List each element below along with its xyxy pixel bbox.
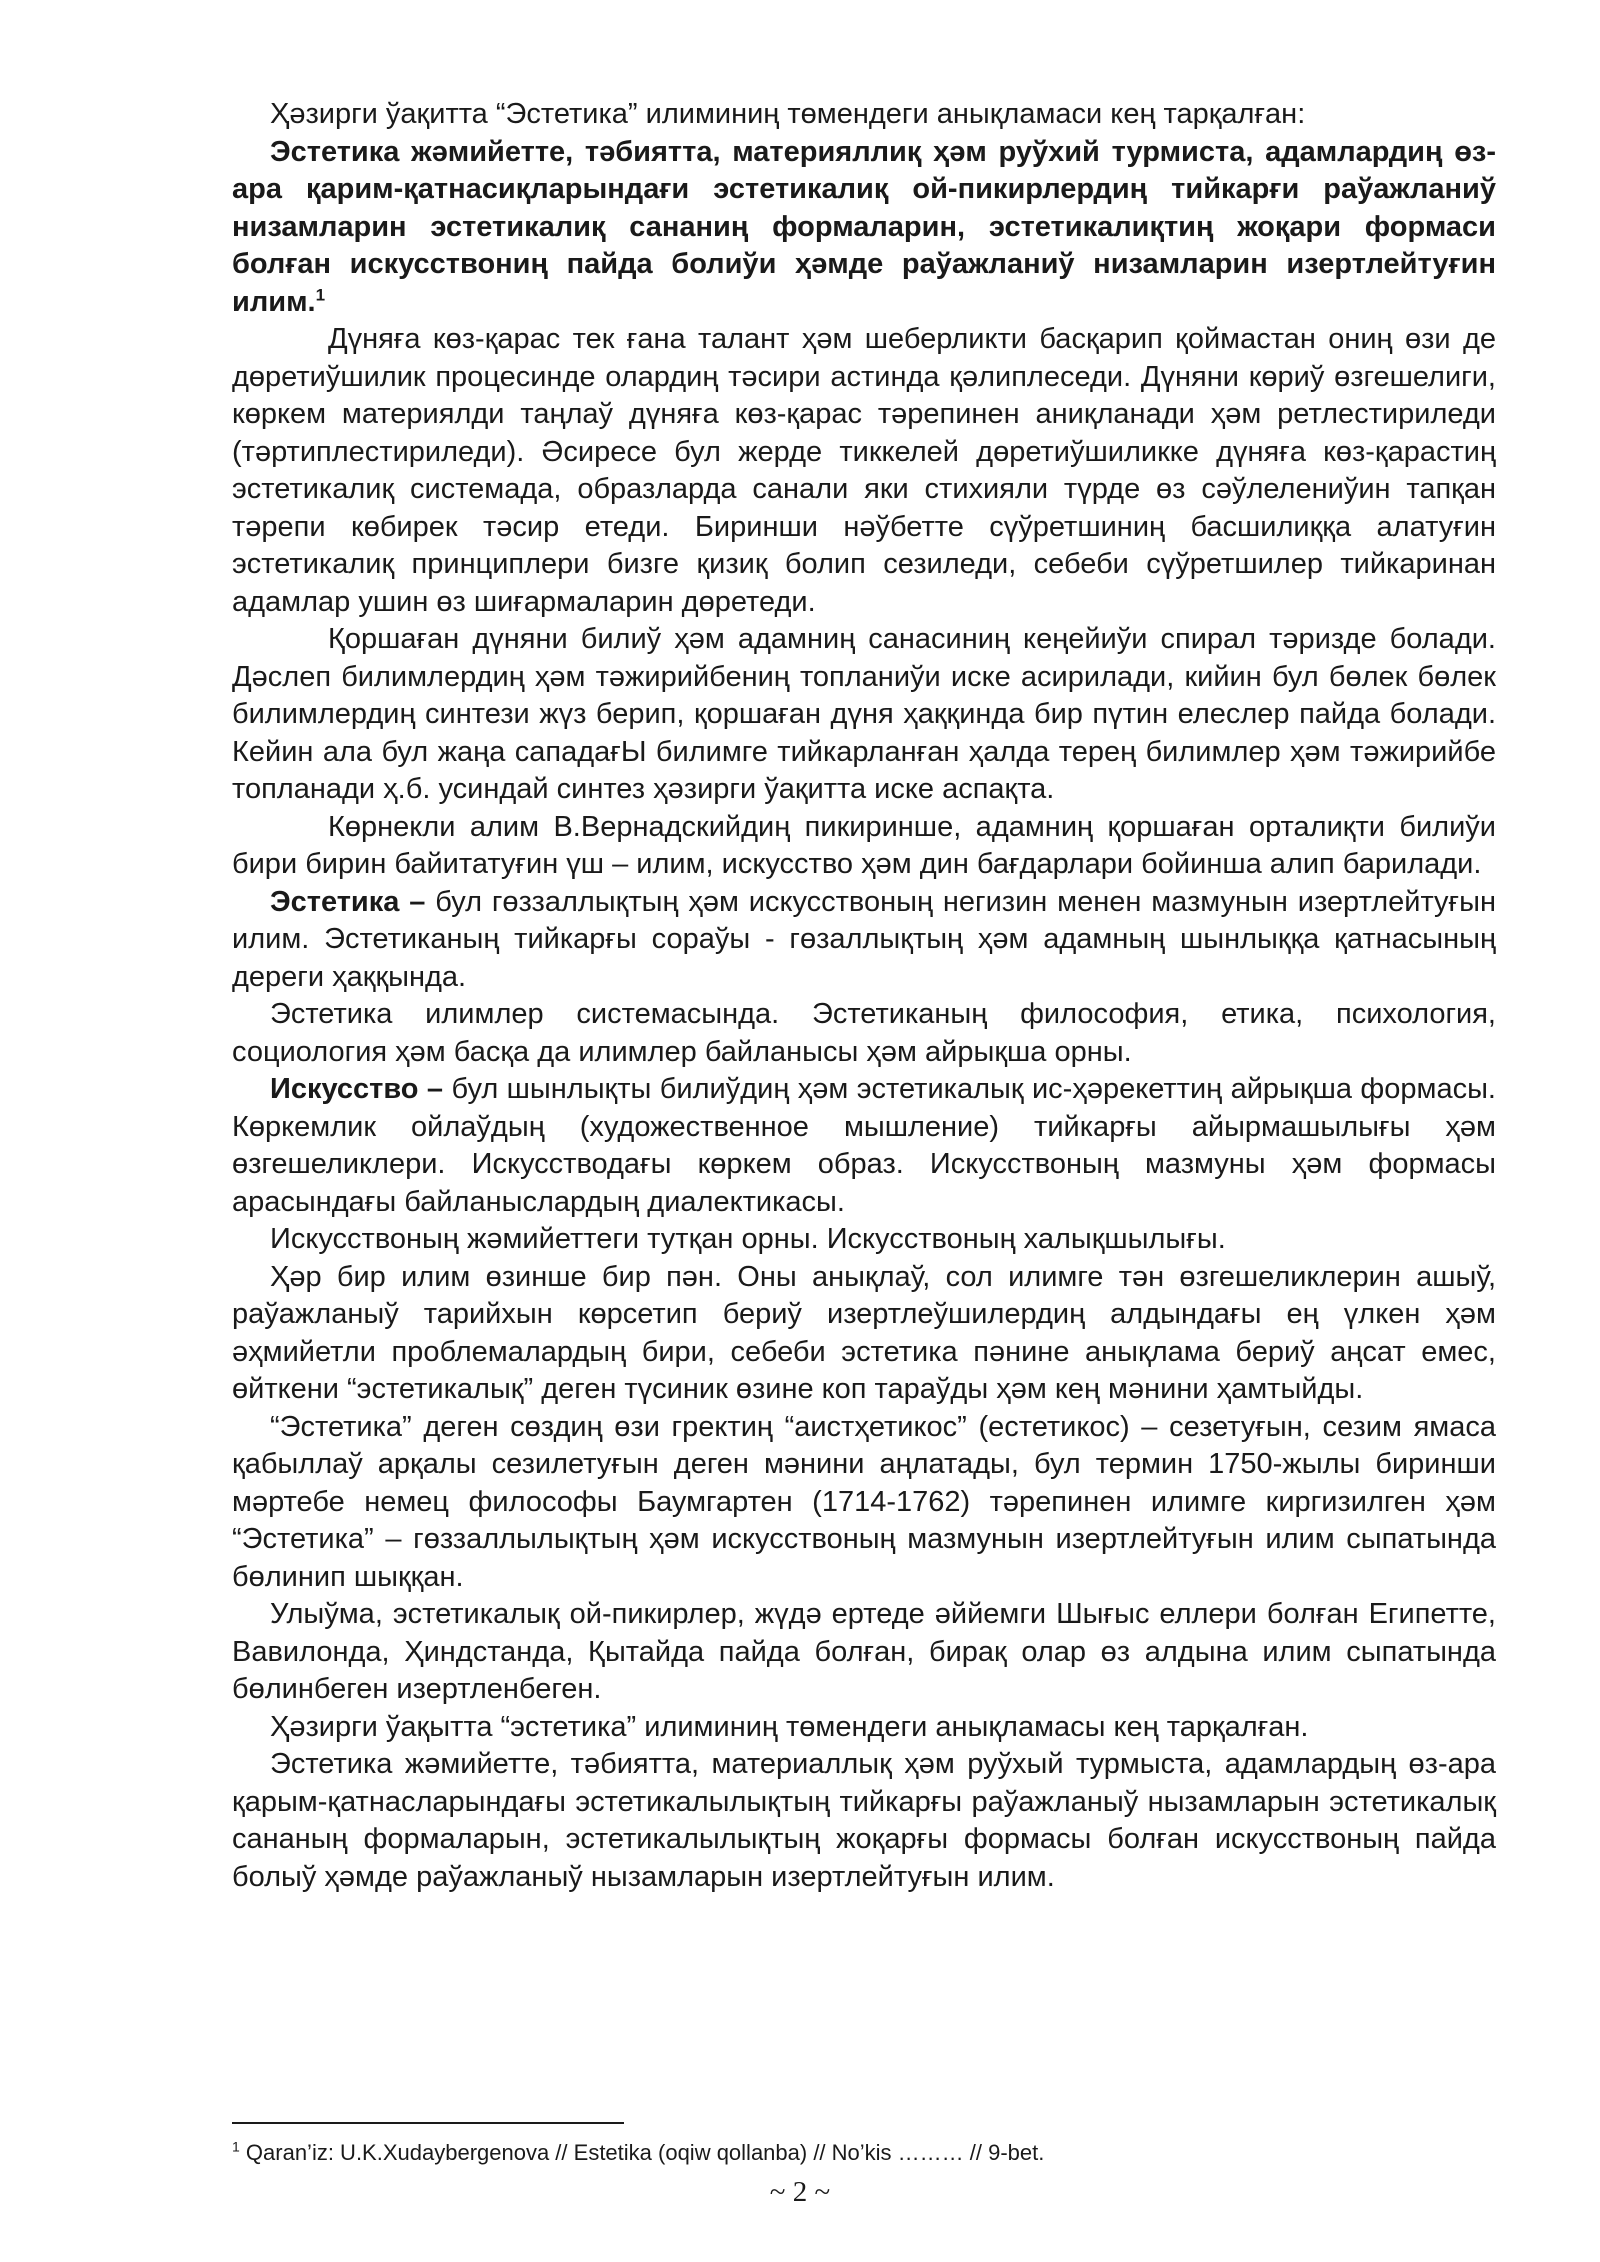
art-society-paragraph: Искусствоның жәмийеттеги тутқан орны. Искусствоның халықшылығы. <box>270 1223 1226 1255</box>
art-term-paragraph <box>232 1071 1496 1221</box>
science-subject-paragraph: Ҳәр бир илим өзинше бир пән. Оны анықлаў, сол илимге тән өзгешеликлерин ашыў, раўажланыў тарийхын көрсетип бериў изертлеўшилердиң алдындағы ең үлкен ҳәм әҳмийетли проблемалардың бири, себеби эстетика пәнине анықлама бериў аңсат емес, өйткени “эстетикалық” деген түсиник өзине коп тараўды ҳәм кең мәнини ҳамтыйды. <box>232 1260 1496 1405</box>
aesthetics-term-definition: бул гөззаллықтың ҳәм искусствоның негизин менен мазмунын изертлейтуғын илим. Эстетиканың тийкарғы сораўы - гөзаллықтың ҳәм адамның шынлыққа қатнасының дереги ҳаққында. <box>232 885 1496 993</box>
modern-definition-intro-paragraph: Ҳәзирги ўақытта “эстетика” илиминиң төмендеги анықламасы кең тарқалған. <box>270 1710 1309 1743</box>
intro-paragraph: Ҳәзирги ўақитта “Эстетика” илиминиң төмендеги анықламаси кең тарқалған: <box>270 98 1306 130</box>
history-paragraph: Улыўма, эстетикалық ой-пикирлер, жүдә ертеде әййемги Шығыс еллери болған Египетте, Вавилонда, Ҳиндстанда, Қытайда пайда болған, бирақ олар өз алдына илим сыпатында бөлинбеген изертленбеген. <box>232 1598 1496 1705</box>
definition-text: Эстетика жәмийетте, тәбиятта, материяллиқ ҳәм руўхий турмиста, адамлардиң өз-ара қарим-қатнасиқларындағи эстетикалиқ ой-пикирлердиң тийкарғи раўажланиў низамларин эстетикалиқ сананиң формаларин, эстетикалиқтиң жоқари формаси болған искусствониң пайда болиўи ҳәмде раўажланиў низамларин изертлейтуғин илим. <box>232 135 1496 318</box>
definition-paragraph <box>232 134 1496 322</box>
worldview-paragraph: Дүняға көз-қарас тек ғана талант ҳәм шеберликти басқарип қоймастан ониң өзи де дөретиўшилик процесинде олардиң тәсири астинда қәлиплеседи. Дүняни көриў өзгешелиги, көркем материялди таңлаў дүняға көз-қарас тәрепинен аниқланади ҳәм ретлестириледи (тәртиплестириледи). Әсиресе бул жерде тиккелей дөретиўшиликке дүняға көз-қарастиң эстетикалиқ системада, образларда санали яки стихияли түрде өз сәўлелениўин тапқан тәрепи көбирек тәсир етеди. Биринши нәўбетте сүўретшиниң басшилиққа алатуғин эстетикалиқ принциплери бизге қизиқ болип сезиледи, себеби сүўретшилер тийкаринан адамлар ушин өз шиғармаларин дөретеди. <box>232 323 1496 618</box>
footnote-reference: 1 <box>315 284 326 304</box>
aesthetics-term-paragraph <box>232 884 1496 997</box>
sciences-system-paragraph: Эстетика илимлер системасында. Эстетиканың философия, етика, психология, социология ҳәм басқа да илимлер байланысы ҳәм айрықша орны. <box>232 998 1496 1068</box>
footnote <box>232 2138 1496 2168</box>
etymology-paragraph: “Эстетика” деген сөздиң өзи гректиң “аистҳетикос” (естетикос) – сезетуғын, сезим ямаса қабыллаў арқалы сезилетуғын деген мәнини аңлатады, бул термин 1750-жылы биринши мәртебе немец философы Баумгартен (1714-1762) тәрепинен илимге киргизилген ҳәм “Эстетика” – гөззаллылықтың ҳәм искусствоның мазмунын изертлейтуғын илим сыпатында бөлинип шыққан. <box>232 1410 1496 1593</box>
art-term: Искусство – <box>270 1073 444 1105</box>
document-body <box>232 96 1496 1896</box>
footnote-text: Qaran’iz: U.K.Xudaybergenova // Estetika (oqiw qollanba) // No’kis ……… // 9-bet. <box>239 2140 1045 2165</box>
vernadsky-paragraph: Көрнекли алим В.Вернадскийдиң пикиринше, адамниң қоршаған орталиқти билиўи бири бирин байитатуғин үш – илим, искусство ҳәм дин бағдарлари бойинша алип барилади. <box>232 810 1496 880</box>
knowledge-paragraph: Қоршаған дүняни билиў ҳәм адамниң санасиниң кеңейиўи спирал тәризде болади. Дәслеп билимлердиң ҳәм тәжирийбениң топланиўи иске асирилади, кийин бул бөлек бөлек билимлердиң синтези жүз берип, қоршаған дүня ҳаққинда бир пүтин елеслер пайда болади. Кейин ала бул жаңа сападағЫ билимге тийкарланған ҳалда терең билимлер ҳәм тәжирийбе топланади ҳ.б. усиндай синтез ҳәзирги ўақитта иске аспақта. <box>232 623 1496 805</box>
page-number: ~ 2 ~ <box>769 2176 831 2208</box>
art-term-definition: бул шынлықты билиўдиң ҳәм эстетикалық ис-ҳәрекеттиң айрықша формасы. Көркемлик ойлаўдың (художественное мышление) тийкарғы айырмашылығы ҳәм өзгешеликлери. Искусстводағы көркем образ. Искусствоның мазмуны ҳәм формасы арасындағы байланыслардың диалектикасы. <box>232 1073 1496 1218</box>
footnote-separator <box>232 2122 624 2124</box>
aesthetics-term: Эстетика – <box>270 885 426 918</box>
modern-definition-paragraph: Эстетика жәмийетте, тәбиятта, материаллық ҳәм руўхый турмыста, адамлардың өз-ара қарым-қатнасларындағы эстетикалылықтың тийкарғы раўажланыў нызамларын эстетикалық сананың формаларын, эстетикалылықтың жоқарғы формасы болған искусствоның пайда болыў ҳәмде раўажланыў нызамларын изертлейтуғын илим. <box>232 1748 1496 1893</box>
footnote-mark: 1 <box>232 2138 240 2155</box>
